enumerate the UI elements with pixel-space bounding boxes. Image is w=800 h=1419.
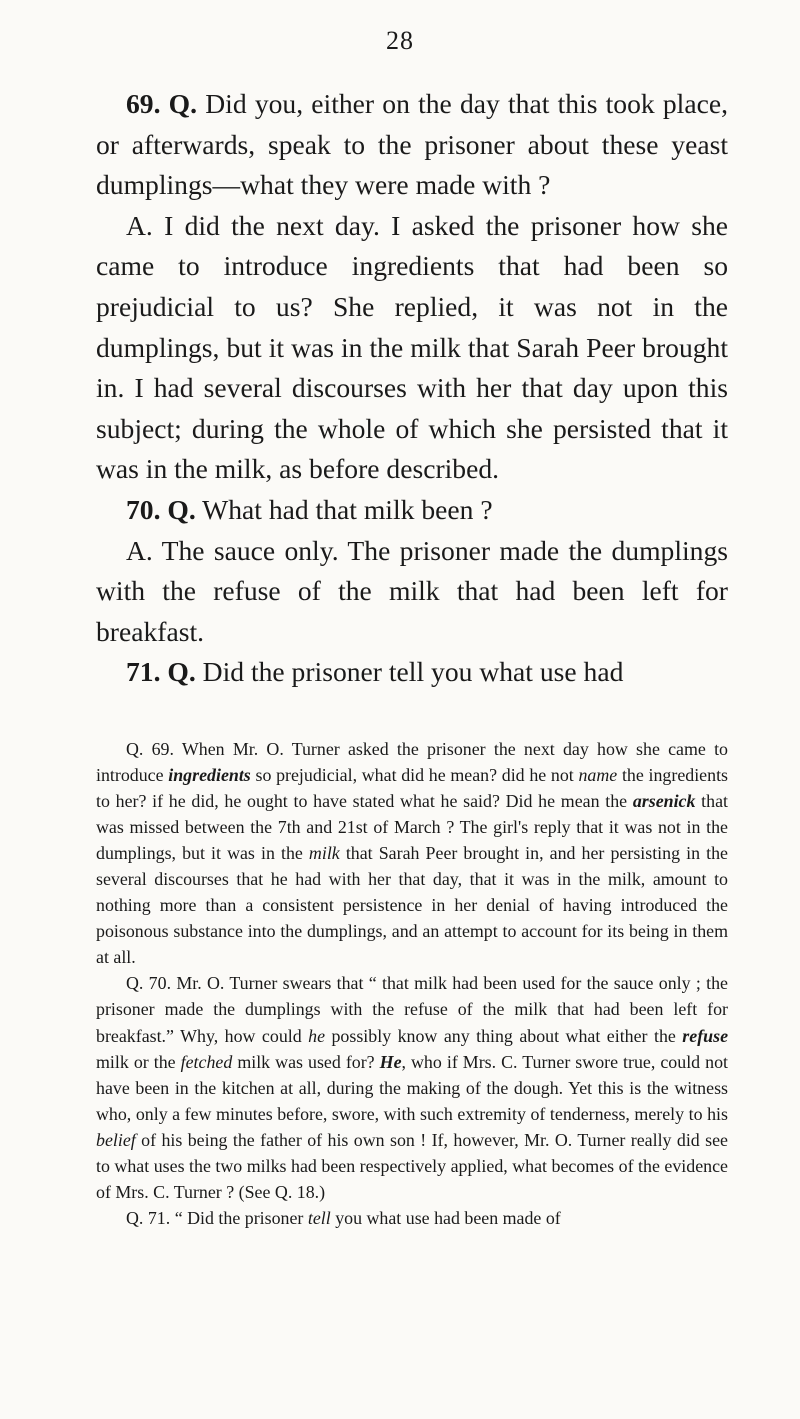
note-text: so prejudicial, what did he mean? did he not <box>250 765 579 786</box>
answer-label: A. <box>126 534 153 566</box>
note-70 <box>96 970 728 1204</box>
note-emphasis: ingredients <box>168 765 251 786</box>
page-number: 28 <box>386 26 414 55</box>
answer-label: A. <box>126 209 153 241</box>
note-text: “ Did the prisoner <box>170 1207 308 1228</box>
note-69 <box>96 736 728 970</box>
note-text: When Mr. O. Turner asked the prisoner the next day how she came to introduce <box>96 739 728 786</box>
main-text <box>96 84 728 693</box>
note-emphasis: he <box>308 1025 326 1046</box>
note-label: Q. 71. <box>126 1207 171 1228</box>
note-emphasis: tell <box>307 1207 331 1228</box>
note-emphasis: refuse <box>682 1025 729 1046</box>
question-number: 71. Q. <box>126 656 196 688</box>
note-label: Q. 69. <box>126 739 174 759</box>
note-text: that was missed between the 7th and 21st of March ? The girl's reply that it was not in the dumplings, but it was in the <box>96 791 728 864</box>
question-69 <box>96 84 728 206</box>
note-emphasis: fetched <box>180 1051 233 1072</box>
answer-text: The sauce only. The prisoner made the dumplings with the refuse of the milk that had been left for breakfast. <box>96 534 728 647</box>
note-text: , who if Mrs. C. Turner swore true, could not have been in the kitchen at all, during the making of the dough. Yet this is the witness who, only a few minutes before, swore, with such extremity of tenderness, merely to his <box>96 1051 729 1124</box>
answer-70 <box>96 531 728 653</box>
note-text: milk was used for? <box>232 1051 380 1072</box>
note-text: Mr. O. Turner swears that “ that milk had been used for the sauce only ; the prisoner made the dumplings with the refuse of the milk that had been left for breakfast.” Why, how could <box>96 973 728 1046</box>
question-text: What had that milk been ? <box>195 493 493 525</box>
note-emphasis: He <box>379 1051 402 1072</box>
question-70 <box>96 490 728 531</box>
question-text: Did you, either on the day that this took place, or afterwards, speak to the prisoner about these yeast dumplings—what they were made with ? <box>96 88 728 201</box>
answer-text: I did the next day. I asked the prisoner how she came to introduce ingredients that had been so prejudicial to us? She replied, it was not in the dumplings, but it was in the milk that Sarah Peer brought in. I had several discourses with her that day upon this subject; during the whole of which she persisted that it was in the milk, as before described. <box>96 209 728 485</box>
note-emphasis: milk <box>308 843 340 864</box>
note-71 <box>96 1205 728 1231</box>
note-text: of his being the father of his own son ! If, however, Mr. O. Turner really did see to what uses the two milks had been respectively applied, what becomes of the evidence of Mrs. C. Turner ? (See Q. 18.) <box>96 1129 728 1202</box>
question-number: 69. Q. <box>126 88 198 119</box>
question-71 <box>96 652 728 693</box>
note-text: milk or the <box>96 1051 181 1072</box>
commentary-notes <box>96 736 728 1231</box>
note-text: you what use had been made of <box>330 1207 561 1228</box>
question-text: Did the prisoner tell you what use had <box>195 656 624 688</box>
note-text: the ingredients to her? if he did, he ought to have stated what he said? Did he mean the <box>96 765 729 812</box>
note-text: possibly know any thing about what either the <box>325 1025 683 1046</box>
answer-69 <box>96 206 728 490</box>
note-emphasis: arsenick <box>632 791 696 812</box>
question-number: 70. Q. <box>126 493 196 525</box>
note-text: that Sarah Peer brought in, and her persisting in the several discourses that he had with her that day, that it was in the milk, amount to nothing more than a consistent persistence in her denial of having introduced the poisonous substance into the dumplings, and an attempt to account for its being in them at all. <box>96 843 728 968</box>
note-emphasis: name <box>578 765 618 786</box>
note-emphasis: belief <box>96 1129 136 1150</box>
note-label: Q. 70. <box>126 973 172 994</box>
